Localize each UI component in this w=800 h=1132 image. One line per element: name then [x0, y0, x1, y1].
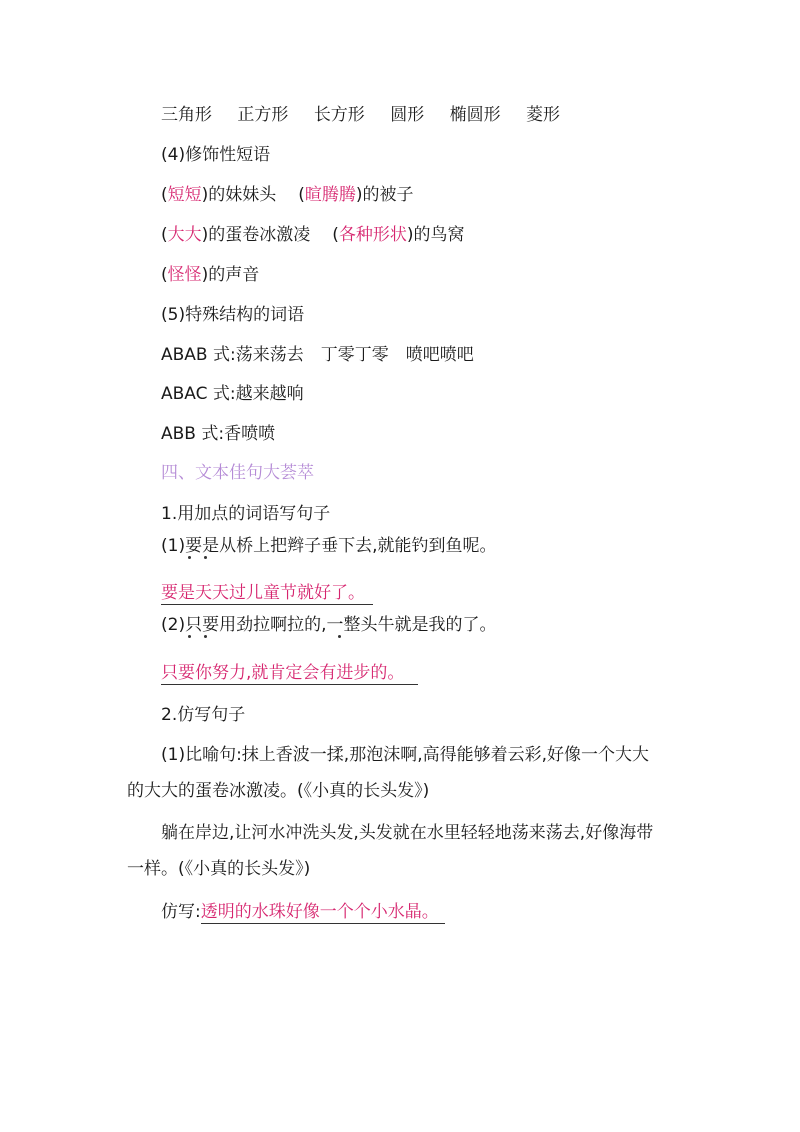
abb-line: ABB 式:香喷喷 — [161, 424, 276, 444]
imitation-line — [161, 900, 445, 924]
answer-text: 只要你努力,就肯定会有进步的。 — [161, 663, 418, 685]
shape-word: 圆形 — [390, 105, 425, 125]
shape-word: 正方形 — [237, 105, 289, 125]
paragraph — [127, 737, 657, 809]
modifier-header: (4)修饰性短语 — [161, 145, 271, 165]
paragraph-text: 躺在岸边,让河水冲洗头发,头发就在水里轻轻地荡来荡去,好像海带一样。(《小真的长头发》) — [127, 823, 654, 879]
answer-text: 各种形状 — [338, 225, 407, 245]
shapes-line — [161, 103, 560, 127]
abac-line: ABAC 式:越来越响 — [161, 384, 304, 404]
modifier-row — [161, 223, 465, 247]
phrase: (各种形状)的鸟窝 — [332, 225, 465, 245]
modifier-row — [161, 183, 414, 207]
phrase: (短短)的妹妹头 — [161, 185, 277, 205]
imitation-label: 仿写: — [161, 902, 201, 922]
paragraph — [127, 815, 657, 887]
emphasis-dots — [185, 635, 385, 641]
answer-text: 怪怪 — [167, 265, 202, 285]
answer-sentence — [161, 661, 418, 685]
sentence-text: (1)要是从桥上把辫子垂下去,就能钓到鱼呢。 — [161, 536, 497, 556]
example-sentence — [161, 613, 496, 637]
modifier-row — [161, 263, 259, 287]
answer-text: 短短 — [167, 185, 202, 205]
shape-word: 长方形 — [313, 105, 365, 125]
phrase: (大大)的蛋卷冰激凌 — [161, 225, 311, 245]
section-heading: 四、文本佳句大荟萃 — [161, 463, 314, 483]
emphasis-dots — [185, 556, 205, 562]
shape-word: 三角形 — [161, 105, 212, 125]
example-sentence — [161, 534, 496, 558]
answer-text: 大大 — [167, 225, 202, 245]
phrase: (怪怪)的声音 — [161, 265, 260, 285]
sentence-text: (2)只要用劲拉啊拉的,一整头牛就是我的了。 — [161, 615, 497, 635]
abab-line: ABAB 式:荡来荡去 丁零丁零 喷吧喷吧 — [161, 345, 474, 365]
answer-text: 透明的水珠好像一个个小水晶。 — [201, 902, 445, 924]
question-title: 2.仿写句子 — [161, 705, 246, 725]
answer-text: 要是天天过儿童节就好了。 — [161, 583, 373, 605]
answer-sentence — [161, 581, 373, 605]
paragraph-text: (1)比喻句:抹上香波一揉,那泡沫啊,高得能够着云彩,好像一个大大的大大的蛋卷冰激凌。(《小真的长头发》) — [127, 745, 650, 801]
shape-word: 椭圆形 — [449, 105, 501, 125]
question-title: 1.用加点的词语写句子 — [161, 504, 331, 524]
shape-word: 菱形 — [526, 105, 561, 125]
answer-text: 暄腾腾 — [304, 185, 356, 205]
phrase: (暄腾腾)的被子 — [298, 185, 414, 205]
special-structure-header: (5)特殊结构的词语 — [161, 305, 305, 325]
